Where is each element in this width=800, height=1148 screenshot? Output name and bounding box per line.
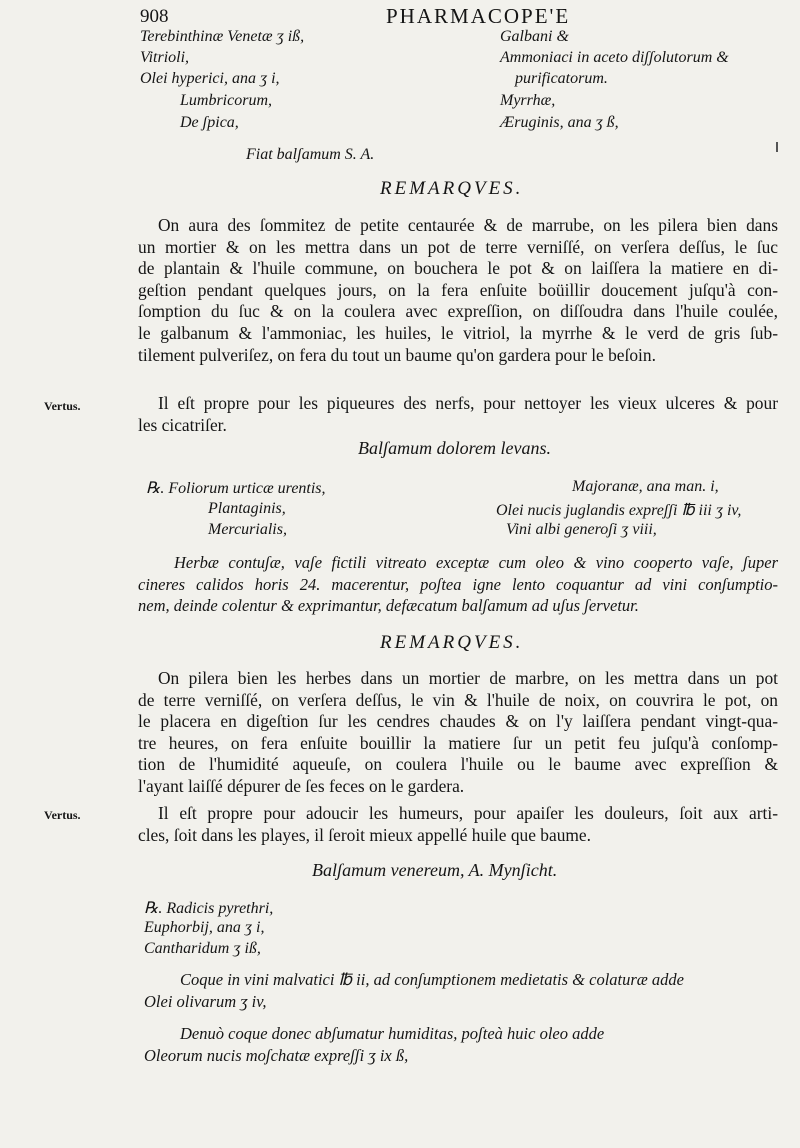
remarques2-line-2: de terre verniſſé, on verſera deſſus, le vin & l'huile de noix, on couvrira le pot, on <box>138 689 778 710</box>
remarques1-line-7: tilement pulveriſez, on fera du tout un baume qu'on gardera pour le beſoin. <box>138 344 656 365</box>
recipe2-left-1: ℞. Foliorum urticæ urentis, <box>146 480 326 497</box>
recipe3-instr-2: Olei olivarum ʒ iv, <box>144 992 267 1011</box>
remarques1-paragraph <box>138 215 778 366</box>
remarques1-line-6: le galbanum & l'ammoniac, les huiles, le vitriol, la myrrhe & le verd de gris ſub- <box>138 322 778 343</box>
recipe2-right-1: Majoranæ, ana man. i, <box>572 478 719 495</box>
vertus2-paragraph <box>138 803 778 846</box>
recipe1-left-4: Lumbricorum, <box>180 92 273 109</box>
recipe3-item-1: ℞. Radicis pyrethri, <box>144 900 274 917</box>
recipe1-right-5: Æruginis, ana ʒ ß, <box>500 114 619 131</box>
recipe2-right-3: Vini albi generoʃi ʒ viii, <box>506 521 657 538</box>
recipe1-right-1: Galbani & <box>500 28 569 45</box>
remarques1-line-3: de plantain & l'huile commune, on bouchera le pot & on laiſſera la matiere en di- <box>138 258 778 279</box>
recipe1-right-2: Ammoniaci in aceto diʃʃolutorum & <box>500 49 729 66</box>
recipe2-instr-2: cineres calidos horis 24. macerentur, poʃtea igne lento coquantur ad vini conʃumptio- <box>138 574 778 594</box>
recipe1-left-5: De ʃpica, <box>180 114 239 131</box>
recipe1-right-3: purificatorum. <box>515 70 608 87</box>
vertus1-paragraph <box>138 393 778 436</box>
bleed-through-mark <box>772 120 782 160</box>
recipe2-left-3: Mercurialis, <box>208 521 287 538</box>
remarques2-paragraph <box>138 668 778 798</box>
remarques1-line-4: geſtion pendant quelques jours, on la fera enſuite boüillir doucement juſqu'à con- <box>138 279 778 300</box>
remarques1-line-5: ſomption du ſuc & on la coulera avec expreſſion, on diſſoudra dans l'huile coulée, <box>138 301 778 322</box>
recipe1-left-1: Terebinthinæ Venetæ ʒ iß, <box>140 28 305 45</box>
recipe3-item-3: Cantharidum ʒ iß, <box>144 940 261 957</box>
vertus1-line-2: les cicatriſer. <box>138 414 227 435</box>
recipe2-instr-3: nem, deinde colentur & exprimantur, defæcatum balʃamum ad uʃus ʃervetur. <box>138 596 639 615</box>
remarques-heading-2: REMARQVES. <box>380 632 524 653</box>
page-number: 908 <box>140 6 169 27</box>
remarques2-line-1: On pilera bien les herbes dans un mortier de marbre, on les mettra dans un pot <box>158 668 778 688</box>
remarques2-line-6: l'ayant laiſſé dépurer de ſes feces on le gardera. <box>138 775 465 796</box>
vertus2-line-1: Il eſt propre pour adoucir les humeurs, pour apaiſer les douleurs, ſoit aux arti- <box>158 803 778 823</box>
recipe1-left-3: Olei hyperici, ana ʒ i, <box>140 70 280 87</box>
recipe3-title: Balʃamum venereum, A. Mynʃicht. <box>312 860 558 880</box>
remarques2-line-3: le placera en digeſtion ſur les cendres chaudes & on l'y laiſſera pendant vingt-qua- <box>138 711 778 732</box>
recipe2-instructions <box>138 552 778 617</box>
remarques2-line-4: tre heures, on fera enſuite bouillir la matiere ſur un petit feu juſqu'à conſomp- <box>138 732 778 753</box>
running-header: PHARMACOPE'E <box>386 4 571 28</box>
recipe3-instr-1: Coque in vini malvatici ℔ ii, ad conʃumptionem medietatis & colaturæ adde <box>180 970 684 989</box>
vertus2-line-2: cles, ſoit dans les playes, il ſeroit mieux appellé huile que baume. <box>138 824 591 845</box>
vertus-margin-note-1: Vertus. <box>44 399 81 413</box>
remarques2-line-5: tion de l'humidité aqueuſe, on coulera l'huile ou le baume avec expreſſion & <box>138 754 778 775</box>
remarques1-line-2: un mortier & on les mettra dans un pot de terre verniſſé, on verſera deſſus, le ſuc <box>138 236 778 257</box>
recipe1-left-2: Vitrioli, <box>140 49 190 66</box>
remarques1-line-1: On aura des ſommitez de petite centaurée & de marrube, on les pilera bien dans <box>158 215 778 235</box>
vertus-margin-note-2: Vertus. <box>44 808 81 822</box>
recipe2-title: Balʃamum dolorem levans. <box>358 438 551 458</box>
recipe3-instr-4: Oleorum nucis moʃchatæ expreʃʃi ʒ ix ß, <box>144 1046 409 1065</box>
remarques-heading-1: REMARQVES. <box>380 178 524 199</box>
vertus1-line-1: Il eſt propre pour les piqueures des nerfs, pour nettoyer les vieux ulceres & pour <box>158 393 778 413</box>
recipe3-item-2: Euphorbij, ana ʒ i, <box>144 919 265 936</box>
recipe2-left-2: Plantaginis, <box>208 500 286 517</box>
recipe1-closing: Fiat balʃamum S. A. <box>246 146 375 163</box>
recipe3-instr-3: Denuò coque donec abʃumatur humiditas, poʃteà huic oleo adde <box>180 1024 605 1043</box>
recipe2-right-2: Olei nucis juglandis expreʃʃi ℔ iii ʒ iv, <box>496 502 742 519</box>
recipe2-instr-1: Herbæ contuʃæ, vaʃe fictili vitreato exceptæ cum oleo & vino cooperto vaʃe, ʃuper <box>174 553 778 572</box>
recipe1-right-4: Myrrhæ, <box>500 92 556 109</box>
